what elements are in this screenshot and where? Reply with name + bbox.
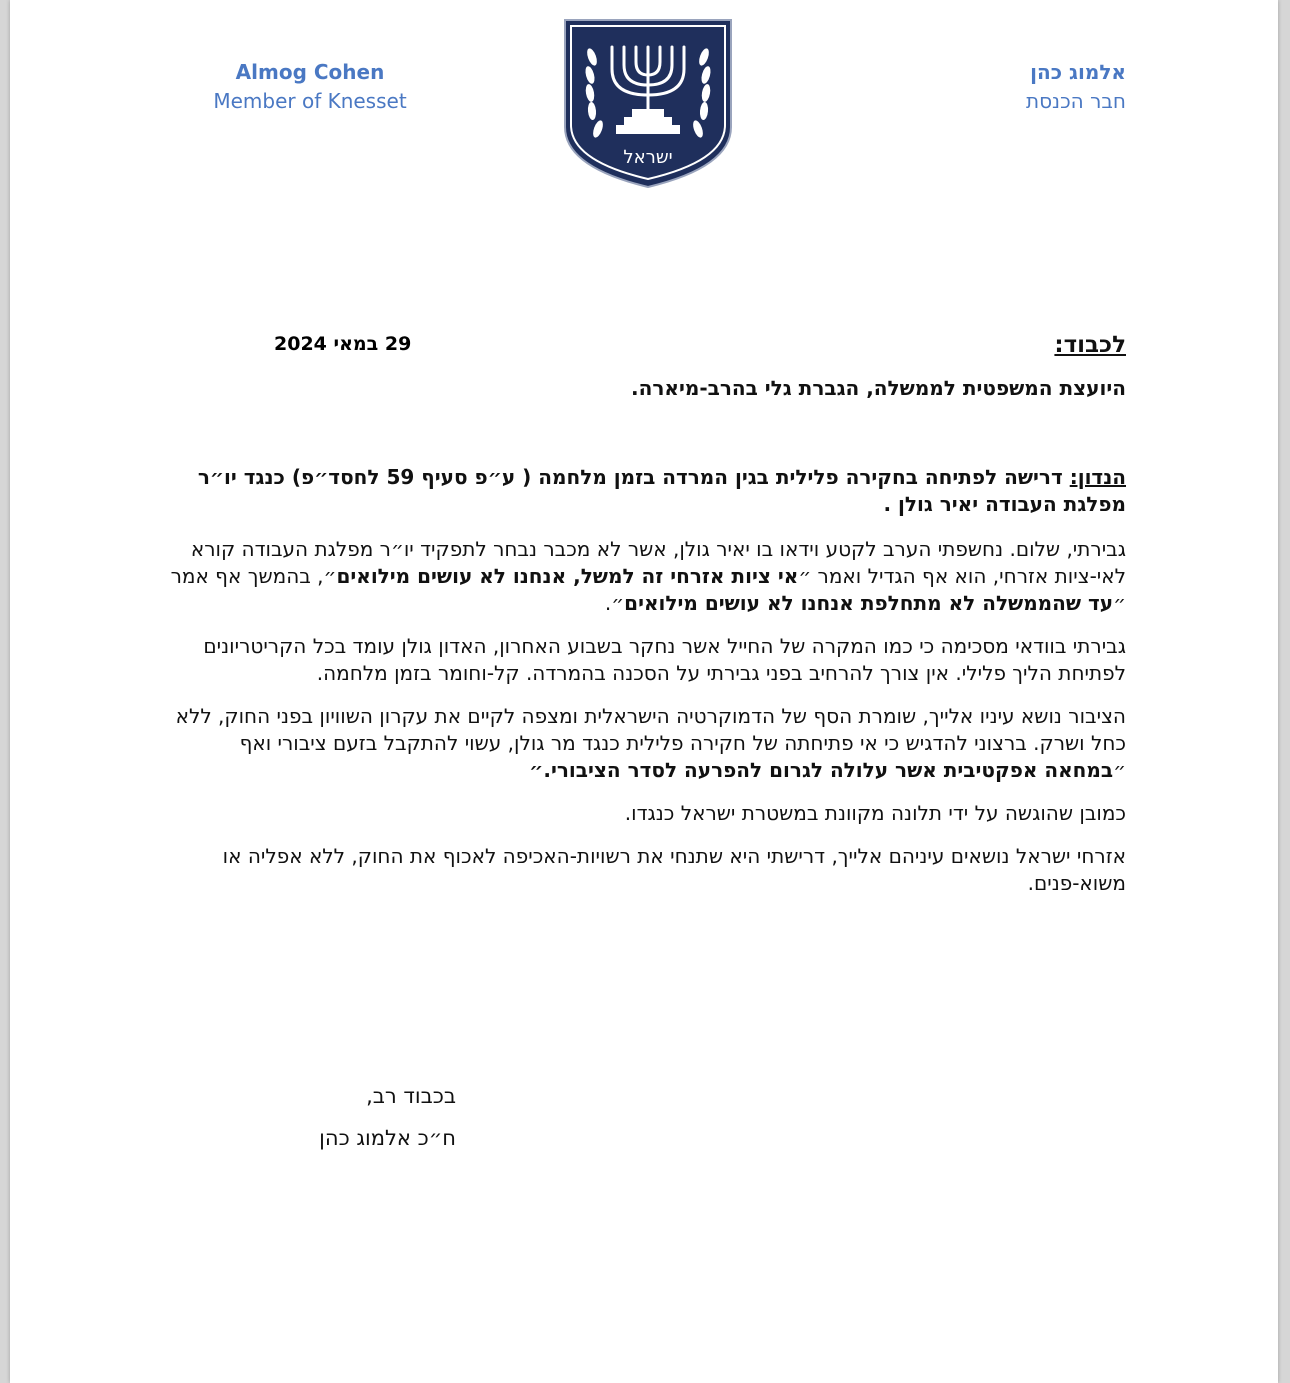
addressee: היועצת המשפטית לממשלה, הגברת גלי בהרב-מיארה.	[631, 376, 1126, 400]
p3-quote: במחאה אפקטיבית אשר עלולה לגרום להפרעה לסדר הציבורי.	[543, 758, 1114, 782]
to-label: לכבוד:	[1054, 332, 1126, 358]
signature: ח״כ אלמוג כהן	[319, 1126, 456, 1150]
p1-quote-2: עד שהממשלה לא מתחלפת אנחנו לא עושים מילואים	[624, 591, 1114, 615]
header-he-name: אלמוג כהן	[1030, 60, 1126, 84]
header-en-title: Member of Knesset	[213, 89, 407, 113]
letter-page	[10, 0, 1278, 1383]
p1-quote-1: אי ציות אזרחי זה למשל, אנחנו לא עושים מילואים	[336, 564, 799, 588]
subject-label: הנדון:	[1069, 465, 1126, 489]
header-hebrew	[1026, 58, 1126, 116]
p3-text: הציבור נושא עיניו אלייך, שומרת הסף של הדמוקרטיה הישראלית ומצפה לקיים את עקרון השוויון בפני החוק, ללא כחל ושרק. ברצוני להדגיש כי אי פתיחתה של חקירה פלילית כנגד מר גולן, עשוי להתקבל בזעם ציבורי ואף ״	[175, 704, 1126, 782]
p1-text-2: ״, בהמשך אף אמר ״	[170, 564, 1126, 615]
signoff	[286, 1084, 456, 1168]
paragraph-3	[161, 703, 1126, 784]
header-en-name: Almog Cohen	[235, 60, 385, 84]
header-english	[210, 58, 410, 116]
paragraph-4: כמובן שהוגשה על ידי תלונה מקוונת במשטרת ישראל כנגדו.	[624, 801, 1126, 825]
state-emblem-icon	[562, 17, 734, 189]
letter-body	[161, 536, 1126, 913]
subject-line	[171, 464, 1126, 518]
p1-text-3: ״.	[604, 591, 625, 615]
paragraph-5: אזרחי ישראל נושאים עיניהם אלייך, דרישתי היא שתנחי את רשויות-האכיפה לאכוף את החוק, ללא אפליה או משוא-פנים.	[222, 844, 1126, 895]
paragraph-2: גבירתי בוודאי מסכימה כי כמו המקרה של החייל אשר נחקר בשבוע האחרון, האדון גולן עומד בכל הקריטריונים לפתיחת הליך פלילי. אין צורך להרחיב בפני גבירתי על הסכנה בהמרדה. קל-וחומר בזמן מלחמה.	[203, 634, 1126, 685]
p3-quote-mark: ״	[529, 758, 544, 782]
subject-text: דרישה לפתיחה בחקירה פלילית בגין המרדה בזמן מלחמה ( ע״פ סעיף 59 לחסד״פ) כנגד יו״ר מפלגת העבודה יאיר גולן .	[197, 465, 1126, 516]
p1-text: גבירתי, שלום. נחשפתי הערב לקטע וידאו בו יאיר גולן, אשר לא מכבר נבחר לתפקיד יו״ר מפלגת העבודה קורא לאי-ציות אזרחי, הוא אף הגדיל ואמר ״	[190, 537, 1126, 588]
closing: בכבוד רב,	[366, 1084, 456, 1108]
paragraph-1	[161, 536, 1126, 617]
letter-date: 29 במאי 2024	[274, 333, 412, 355]
emblem-text: ישראל	[623, 147, 673, 168]
header-he-title: חבר הכנסת	[1025, 89, 1126, 113]
